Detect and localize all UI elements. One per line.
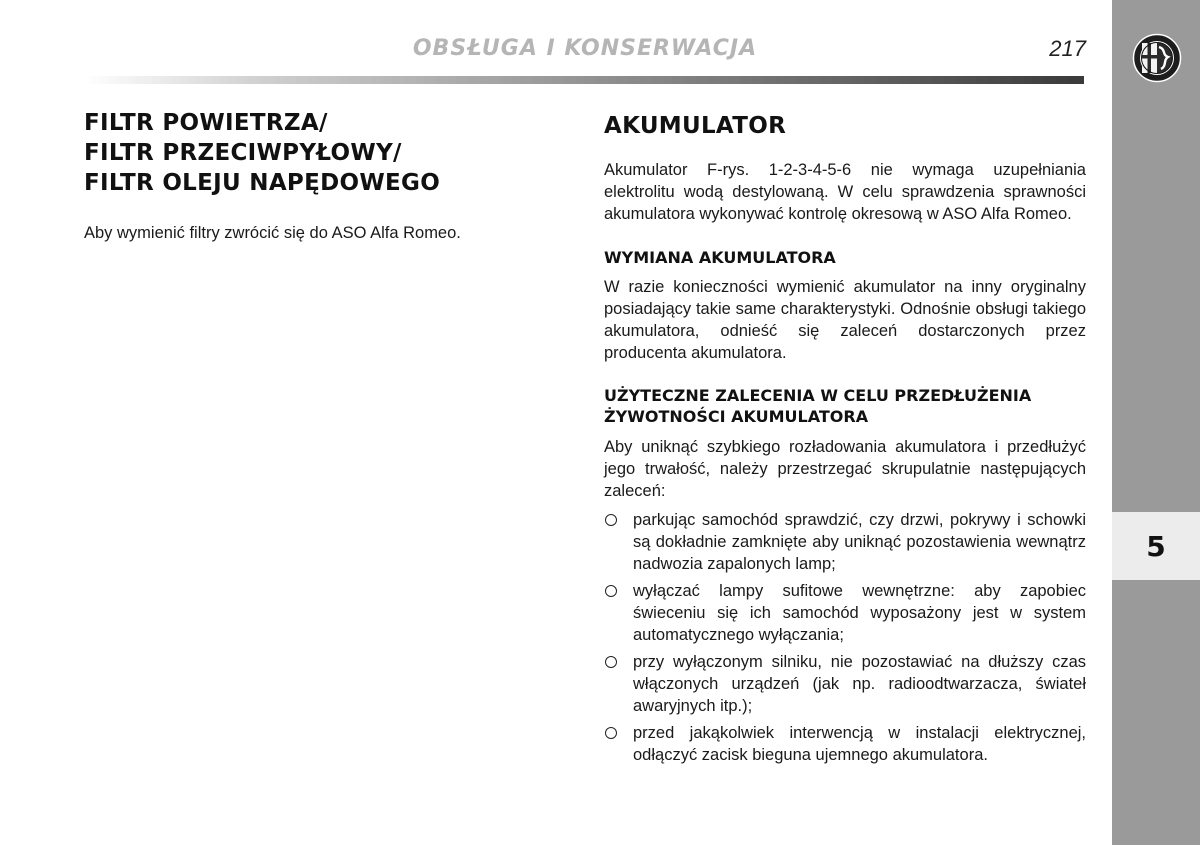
bullet-circle-icon (605, 656, 617, 668)
filter-heading-line: FILTR PRZECIWPYŁOWY/ (84, 140, 402, 166)
tips-list (604, 509, 1086, 766)
tips-heading (604, 385, 1086, 427)
replacement-text: W razie konieczności wymienić akumulator na inny oryginalny posiadający takie same charakterystyki. Odnośnie obsługi takiego akumulatora, odnieść się zaleceń dostarczonych przez producenta akumulatora. (604, 278, 1086, 362)
filter-heading (84, 108, 484, 198)
tips-intro: Aby uniknąć szybkiego rozładowania akumulatora i przedłużyć jego trwałość, należy przestrzegać skrupulatnie następujących zaleceń: (604, 438, 1086, 500)
filter-paragraph: Aby wymienić filtry zwrócić się do ASO Alfa Romeo. (84, 224, 461, 242)
list-item-text: wyłączać lampy sufitowe wewnętrzne: aby zapobiec świeceniu się ich samochód wyposażony jest w system automatycznego wyłączania; (633, 582, 1086, 644)
side-band-bottom (1112, 580, 1200, 845)
filter-heading-line: FILTR OLEJU NAPĘDOWEGO (84, 170, 441, 196)
filter-heading-line: FILTR POWIETRZA/ (84, 110, 328, 136)
page-number: 217 (1049, 36, 1086, 61)
list-item-text: przy wyłączonym silniku, nie pozostawiać na dłuższy czas włączonych urządzeń (jak np. radioodtwarzacza, świateł awaryjnych itp.); (633, 653, 1086, 715)
list-item (604, 580, 1086, 646)
list-item-text: parkując samochód sprawdzić, czy drzwi, pokrywy i schowki są dokładnie zamknięte aby uniknąć pozostawienia wewnątrz nadwozia zapalonych lamp; (633, 511, 1086, 573)
header-rule (84, 76, 1084, 84)
right-column (604, 108, 1086, 771)
list-item (604, 509, 1086, 575)
list-item-text: przed jakąkolwiek interwencją w instalacji elektrycznej, odłączyć zacisk bieguna ujemnego akumulatora. (633, 724, 1086, 764)
chapter-number: 5 (1146, 530, 1166, 563)
tips-heading-line: ŻYWOTNOŚCI AKUMULATORA (604, 407, 869, 426)
left-column (84, 108, 484, 244)
list-item (604, 651, 1086, 717)
list-item (604, 722, 1086, 766)
tips-heading-line: UŻYTECZNE ZALECENIA W CELU PRZEDŁUŻENIA (604, 386, 1032, 405)
replacement-heading: WYMIANA AKUMULATORA (604, 248, 836, 267)
bullet-circle-icon (605, 514, 617, 526)
bullet-circle-icon (605, 585, 617, 597)
alfa-romeo-badge-icon (1132, 33, 1182, 83)
running-header-title: OBSŁUGA I KONSERWACJA (412, 36, 758, 61)
battery-heading: AKUMULATOR (604, 113, 787, 139)
bullet-circle-icon (605, 727, 617, 739)
battery-intro: Akumulator F-rys. 1-2-3-4-5-6 nie wymaga uzupełniania elektrolitu wodą destylowaną. W celu sprawdzenia sprawności akumulatora wykonywać kontrolę okresową w ASO Alfa Romeo. (604, 161, 1086, 223)
